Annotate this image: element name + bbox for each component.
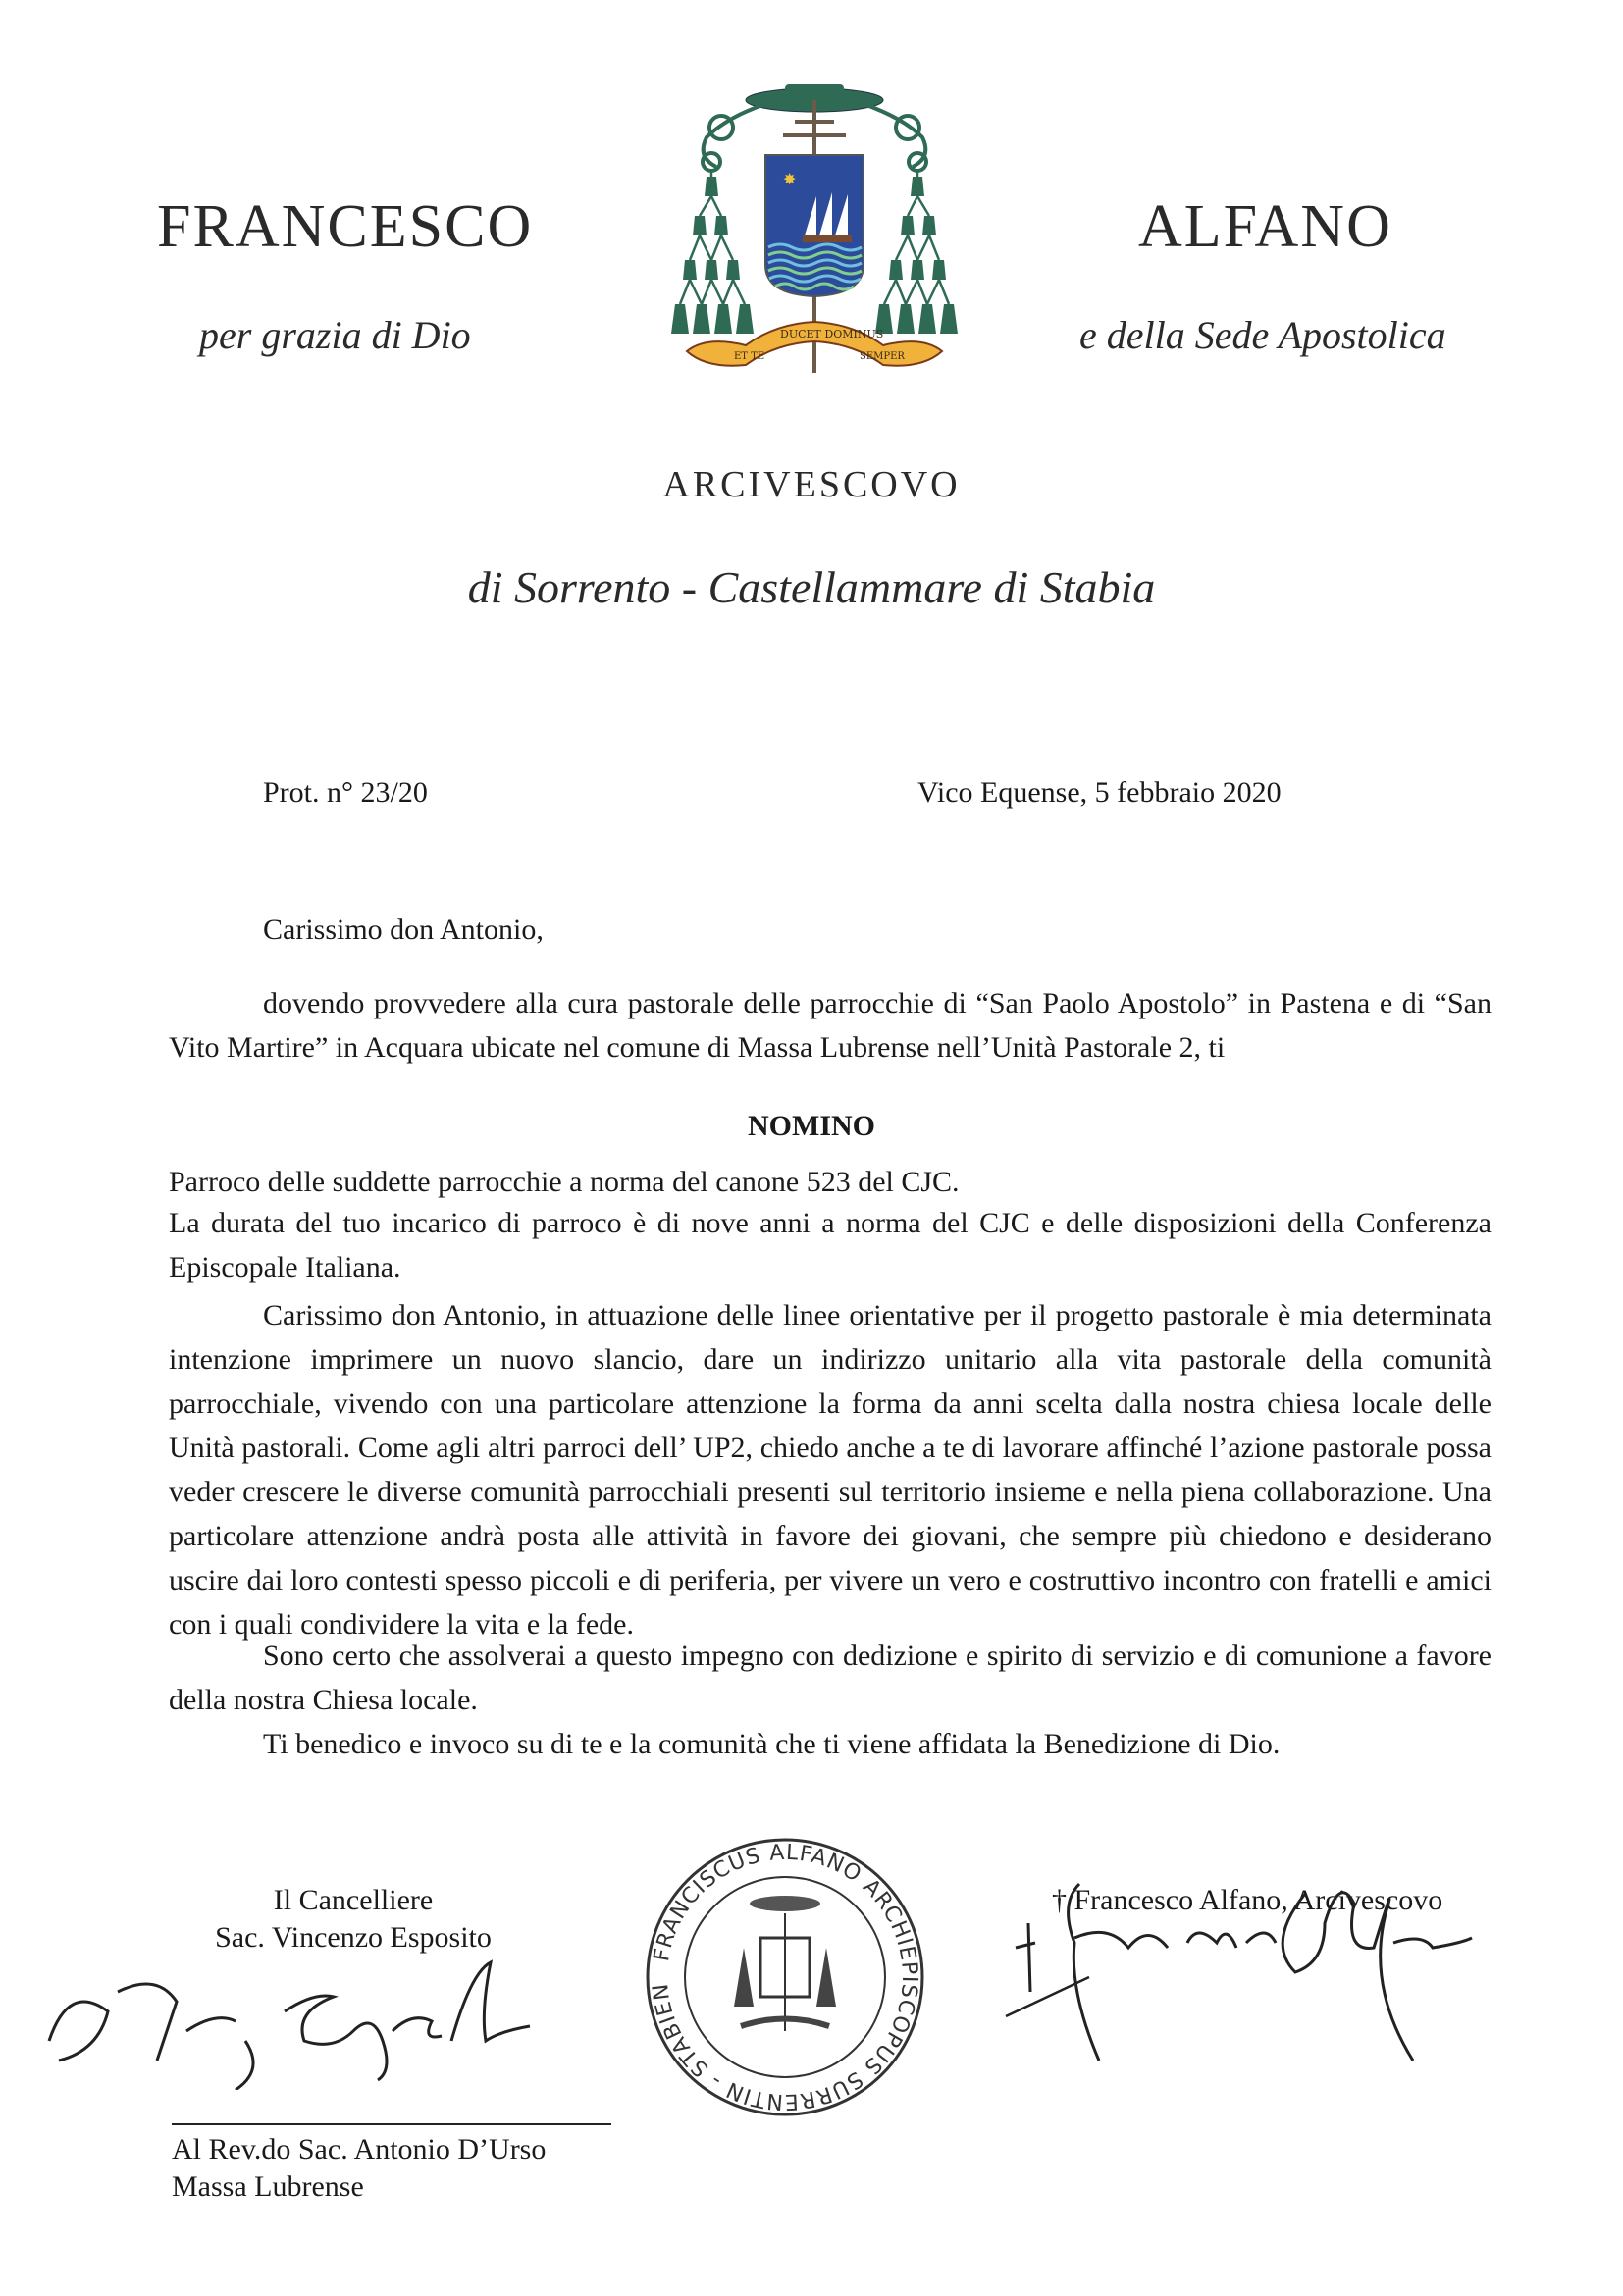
motto-right: SEMPER xyxy=(860,351,905,362)
archbishop-signature-icon xyxy=(1001,1864,1511,2061)
chancellor-name: Sac. Vincenzo Esposito xyxy=(215,1921,492,1954)
main-paragraph: Carissimo don Antonio, in attuazione delle linee orientative per il progetto pastorale è mia determinata intenzione imprimere un nuovo slancio, dare un indirizzo unitario alla vita pastorale della comunità parrocchiale, vivendo con una particolare attenzione la forma da anni scelta dalla nostra chiesa locale delle Unità pastorali. Come agli altri parroci dell’ UP2, chiedo anche a te di lavorare affinché l’azione pastorale possa veder crescere le diverse comunità parrocchiali presenti sul territorio insieme e nella piena collaborazione. Una particolare attenzione andrà posta alle attività in favore dei giovani, che sempre più chiedono e desiderano uscire dai loro contesti spesso piccoli e di periferia, per vivere un vero e costruttivo incontro con fratelli e amici con i quali condividere la vita e la fede. xyxy=(169,1299,1492,1641)
seal-text: FRANCISCUS ALFANO ARCHIEPISCOPUS SURRENTIN - STABIEN xyxy=(648,1840,922,2114)
chancellor-signature-icon xyxy=(39,1953,589,2090)
coat-of-arms-icon xyxy=(667,78,962,402)
recipient-line-1: Al Rev.do Sac. Antonio D’Urso xyxy=(172,2133,547,2166)
decree-heading: NOMINO xyxy=(748,1110,875,1142)
intro-paragraph: dovendo provvedere alla cura pastorale delle parrocchie di “San Paolo Apostolo” in Pastena e di “San Vito Martire” in Acquara ubicate nel comune di Massa Lubrense nell’Unità Pastorale 2, ti xyxy=(169,987,1492,1064)
motto-left: ET TE xyxy=(734,351,765,362)
blessing-paragraph: Ti benedico e invoco su di te e la comunità che ti viene affidata la Benedizione di Dio. xyxy=(263,1728,1281,1760)
commitment-paragraph: Sono certo che assolverai a questo impegno con dedizione e spirito di servizio e di comunione a favore della nostra Chiesa locale. xyxy=(169,1640,1492,1716)
recipient-line-2: Massa Lubrense xyxy=(172,2170,364,2203)
left-subtitle: per grazia di Dio xyxy=(199,313,471,357)
last-name: ALFANO xyxy=(1138,193,1392,260)
place-date: Vico Equense, 5 febbraio 2020 xyxy=(917,776,1282,809)
appointment-line-1: Parroco delle suddette parrocchie a norma del canone 523 del CJC. xyxy=(169,1166,960,1198)
chancellor-role: Il Cancelliere xyxy=(273,1884,434,1916)
svg-text:✸: ✸ xyxy=(783,170,797,188)
salutation: Carissimo don Antonio, xyxy=(263,913,544,946)
protocol-number: Prot. n° 23/20 xyxy=(263,776,428,809)
recipient-divider xyxy=(172,2123,611,2125)
archdiocese-name: di Sorrento - Castellammare di Stabia xyxy=(467,562,1156,612)
archbishop-title: ARCIVESCOVO xyxy=(662,464,961,505)
appointment-line-2: La durata del tuo incarico di parroco è di nove anni a norma del CJC e delle disposizioni della Conferenza Episcopale Italiana. xyxy=(169,1207,1492,1283)
first-name: FRANCESCO xyxy=(157,193,534,260)
motto-center: DUCET DOMINUS xyxy=(780,328,884,340)
right-subtitle: e della Sede Apostolica xyxy=(1079,313,1446,357)
archbishop-seal-icon xyxy=(638,1830,932,2124)
archbishop-signature-label: † Francesco Alfano, Arcivescovo xyxy=(1052,1884,1443,1916)
